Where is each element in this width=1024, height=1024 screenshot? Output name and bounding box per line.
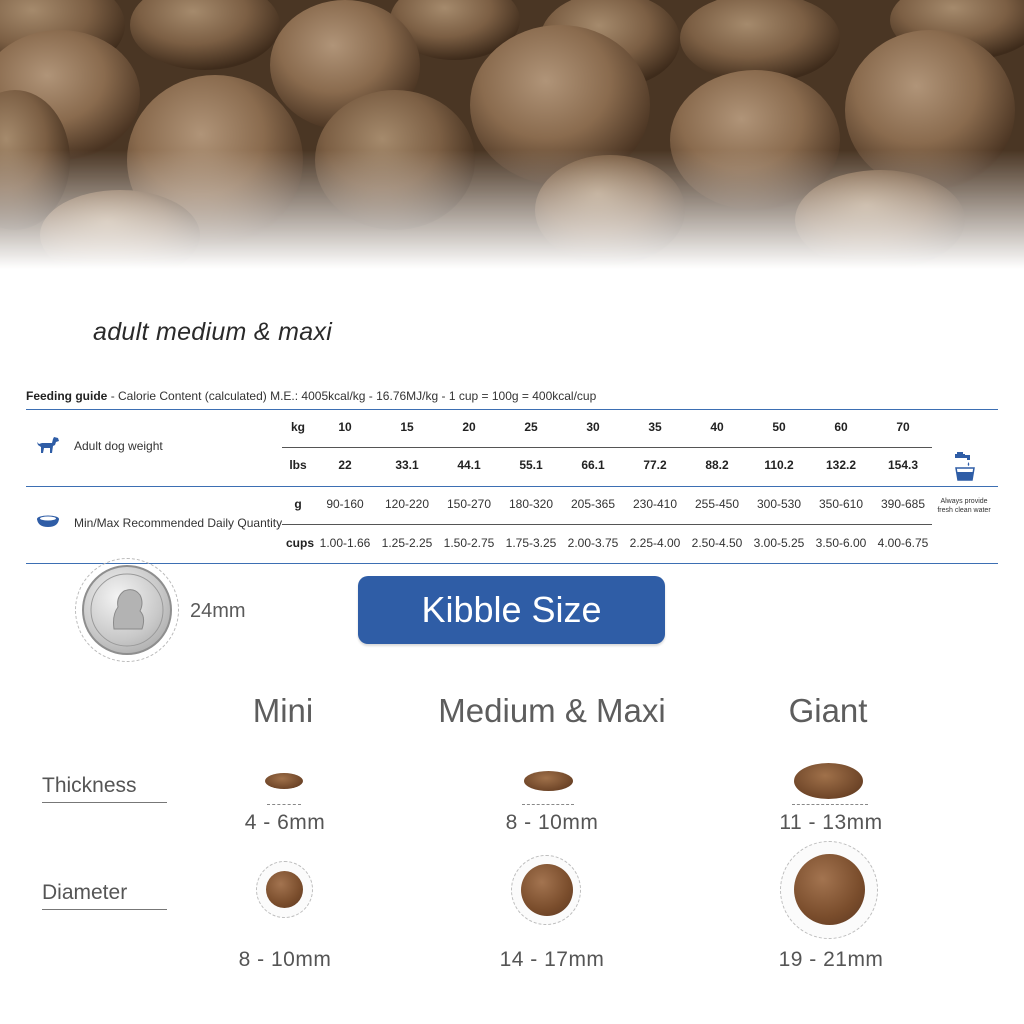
lbs-cell: 132.2 [825, 458, 857, 472]
unit-lbs: lbs [289, 458, 307, 472]
size-heading-giant: Giant [788, 692, 868, 729]
food-bowl-icon [36, 514, 60, 528]
giant-kibble-side-icon [794, 763, 863, 799]
cups-cell: 1.25-2.25 [381, 536, 433, 550]
quarter-coin-icon [82, 565, 172, 655]
quantity-sub-rule [282, 524, 932, 525]
size-heading-mini: Mini [252, 692, 314, 729]
size-heading-medium-maxi: Medium & Maxi [438, 692, 666, 729]
kg-cell: 60 [834, 420, 848, 434]
lbs-cell: 154.3 [887, 458, 919, 472]
cups-cell: 3.50-6.00 [815, 536, 867, 550]
giant-kibble-top-icon [794, 854, 865, 925]
medium-kibble-side-icon [524, 771, 573, 791]
weight-row-label: Adult dog weight [74, 439, 163, 453]
giant-thickness-marker [792, 804, 868, 805]
water-tap-icon [952, 452, 978, 482]
lbs-cell: 55.1 [519, 458, 543, 472]
kibble-size-banner: Kibble Size [358, 576, 665, 644]
coin-size-label: 24mm [190, 600, 246, 622]
grams-cell: 205-365 [570, 497, 616, 511]
kg-cell: 70 [896, 420, 910, 434]
cups-cell: 2.50-4.50 [691, 536, 743, 550]
cups-cell: 4.00-6.75 [877, 536, 929, 550]
cups-cell: 2.00-3.75 [567, 536, 619, 550]
cups-cell: 3.00-5.25 [753, 536, 805, 550]
feeding-guide-label: Feeding guide [26, 389, 108, 403]
medium-thickness-marker [522, 804, 574, 805]
cups-cell: 1.50-2.75 [443, 536, 495, 550]
table-middle-rule [26, 486, 998, 487]
mini-kibble-side-icon [265, 773, 303, 789]
kg-cell: 35 [648, 420, 662, 434]
feeding-guide-header [26, 389, 998, 403]
lbs-cell: 66.1 [581, 458, 605, 472]
kg-cell: 50 [772, 420, 786, 434]
table-top-rule [26, 409, 998, 410]
giant-thickness-value: 11 - 13mm [779, 811, 883, 834]
unit-cups: cups [285, 536, 314, 550]
dog-icon [36, 436, 60, 454]
hero-fade [0, 150, 1024, 275]
coin-profile-icon [84, 567, 170, 653]
lbs-cell: 44.1 [457, 458, 481, 472]
grams-cell: 230-410 [632, 497, 678, 511]
unit-g: g [294, 497, 302, 511]
lbs-cell: 110.2 [764, 458, 794, 472]
mini-kibble-top-icon [266, 871, 303, 908]
diameter-label: Diameter [42, 881, 128, 904]
grams-cell: 255-450 [694, 497, 740, 511]
lbs-cell: 77.2 [643, 458, 667, 472]
cups-cell: 2.25-4.00 [629, 536, 681, 550]
kg-cell: 30 [586, 420, 600, 434]
unit-kg: kg [290, 420, 305, 434]
grams-cell: 180-320 [508, 497, 554, 511]
thickness-underline [42, 802, 167, 803]
kg-cell: 10 [338, 420, 352, 434]
kg-cell: 20 [462, 420, 476, 434]
cups-cell: 1.00-1.66 [319, 536, 371, 550]
kg-cell: 15 [400, 420, 414, 434]
diameter-underline [42, 909, 167, 910]
lbs-cell: 33.1 [395, 458, 419, 472]
kibble-hero-image [0, 0, 1024, 275]
quantity-row-label: Min/Max Recommended Daily Quantity [74, 516, 283, 530]
grams-cell: 300-530 [756, 497, 802, 511]
mini-diameter-value: 8 - 10mm [238, 948, 332, 971]
product-title: adult medium & maxi [93, 318, 333, 346]
cups-cell: 1.75-3.25 [505, 536, 557, 550]
mini-thickness-marker [267, 804, 301, 805]
grams-cell: 150-270 [446, 497, 492, 511]
grams-cell: 350-610 [818, 497, 864, 511]
calorie-note: - Calorie Content (calculated) M.E.: 4005kcal/kg - 16.76MJ/kg - 1 cup = 100g = 400kcal/cup [110, 389, 597, 403]
thickness-label: Thickness [42, 774, 137, 797]
weight-sub-rule [282, 447, 932, 448]
kg-cell: 25 [524, 420, 538, 434]
kg-cell: 40 [710, 420, 724, 434]
table-bottom-rule [26, 563, 998, 564]
grams-cell: 90-160 [326, 497, 364, 511]
lbs-cell: 88.2 [705, 458, 729, 472]
mini-thickness-value: 4 - 6mm [244, 811, 326, 834]
lbs-cell: 22 [338, 458, 352, 472]
giant-diameter-value: 19 - 21mm [778, 948, 884, 971]
medium-kibble-top-icon [521, 864, 573, 916]
medium-diameter-value: 14 - 17mm [499, 948, 605, 971]
water-note: Always provide fresh clean water [937, 498, 991, 514]
grams-cell: 120-220 [384, 497, 430, 511]
medium-thickness-value: 8 - 10mm [505, 811, 599, 834]
grams-cell: 390-685 [880, 497, 926, 511]
